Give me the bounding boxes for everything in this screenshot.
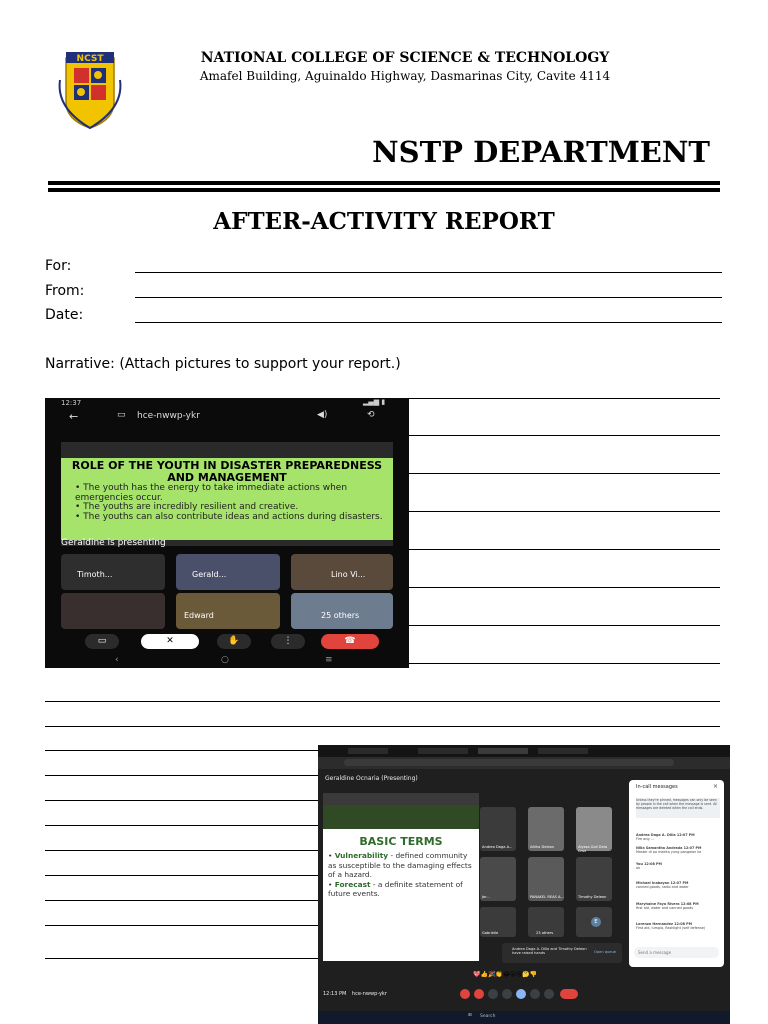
participant-name: 23 others bbox=[536, 931, 554, 935]
browser-tab-strip bbox=[318, 745, 730, 757]
department-title: NSTP DEPARTMENT bbox=[372, 135, 710, 169]
narrative-line bbox=[45, 800, 318, 801]
chat-message: Andrea Daga A. Dilla 12:07 PM Fire ang ... bbox=[636, 833, 695, 842]
narrative-line bbox=[45, 750, 318, 751]
reaction-bar[interactable] bbox=[473, 971, 537, 978]
participant-tile[interactable] bbox=[480, 807, 516, 851]
participant-tile[interactable] bbox=[576, 807, 612, 851]
for-label: For: bbox=[45, 258, 72, 274]
phone-slide-bullets bbox=[75, 484, 385, 522]
participant-name: Alitha Deleon bbox=[530, 845, 555, 849]
phone-presenting-text: Geraldine is presenting bbox=[61, 538, 166, 548]
participant-name: PANAKEL REAS A... bbox=[530, 895, 564, 899]
meeting-footer bbox=[323, 991, 387, 997]
presenter-name: Geraldine Ocnaria (Presenting) bbox=[325, 775, 418, 782]
narrative-line bbox=[409, 473, 720, 474]
participant-name: Timothy Deleon bbox=[578, 895, 607, 899]
camera-switch-icon: ⟲ bbox=[367, 410, 375, 420]
narrative-line bbox=[409, 549, 720, 550]
college-name: NATIONAL COLLEGE OF SCIENCE & TECHNOLOGY bbox=[200, 50, 610, 66]
svg-text:NCST: NCST bbox=[76, 54, 104, 64]
header-rule-bottom bbox=[48, 188, 720, 192]
narrative-line bbox=[409, 587, 720, 588]
from-line[interactable] bbox=[135, 297, 722, 298]
laptop-call-controls bbox=[460, 989, 586, 1001]
participant-name: Timoth... bbox=[77, 570, 113, 579]
slide-header-band bbox=[323, 805, 479, 829]
slide-heading: BASIC TERMS bbox=[359, 835, 443, 848]
narrative-line bbox=[45, 850, 318, 851]
participant-tile[interactable] bbox=[576, 857, 612, 901]
mic-muted-icon[interactable]: ✕ bbox=[141, 634, 199, 649]
phone-call-controls bbox=[45, 631, 409, 653]
present-icon[interactable] bbox=[516, 989, 526, 999]
meeting-code-icon: ▭ bbox=[117, 410, 126, 420]
browser-tab[interactable] bbox=[538, 748, 588, 754]
nav-recents-icon[interactable]: ≡ bbox=[325, 655, 333, 665]
participant-tile[interactable] bbox=[480, 857, 516, 901]
browser-address-bar[interactable] bbox=[318, 757, 730, 769]
date-line[interactable] bbox=[135, 322, 722, 323]
phone-meeting-code: hce-nwwp-ykr bbox=[137, 411, 200, 421]
slide-term: • Vulnerability - defined community as susceptible to the damaging effects of a hazard. bbox=[328, 851, 472, 879]
nav-home-icon[interactable]: ○ bbox=[221, 655, 229, 665]
phone-meeting-screenshot bbox=[45, 398, 409, 668]
chat-message: Lorenzo Hernandez 12:08 PM First aid, lumpia, flashlight (self defense) bbox=[636, 922, 706, 931]
speaker-icon: ◀) bbox=[317, 410, 328, 420]
raise-hand-icon[interactable] bbox=[530, 989, 540, 999]
date-label: Date: bbox=[45, 307, 84, 323]
narrative-line bbox=[45, 875, 318, 876]
chat-message: Nilla Samantha Andrada 12:07 PM Master di po makita yung pangalan ko bbox=[636, 846, 702, 855]
phone-nav-bar bbox=[45, 656, 409, 666]
participant-tile[interactable] bbox=[528, 907, 564, 937]
chat-message: Michael Inabayan 12:07 PM canned goods, radio and water bbox=[636, 881, 689, 890]
report-title: AFTER-ACTIVITY REPORT bbox=[213, 208, 555, 235]
narrative-line bbox=[409, 625, 720, 626]
narrative-line bbox=[45, 900, 318, 901]
browser-tab[interactable] bbox=[478, 748, 528, 754]
phone-slide-bullet: • The youth has the energy to take immediate actions when emergencies occur. bbox=[75, 483, 348, 503]
participant-tile[interactable] bbox=[176, 593, 280, 629]
participant-tile[interactable] bbox=[480, 907, 516, 937]
narrative-line bbox=[409, 435, 720, 436]
participant-tile[interactable] bbox=[61, 593, 165, 629]
end-call-icon[interactable] bbox=[560, 989, 578, 999]
meeting-time: 12:13 PM bbox=[323, 991, 347, 997]
windows-start-icon[interactable]: ⊞ bbox=[468, 1013, 472, 1018]
emoji-icon[interactable] bbox=[502, 989, 512, 999]
reaction-emoji-icon[interactable]: 💖👍🎉👏😂😮😢🤔👎 bbox=[473, 971, 538, 978]
taskbar-search[interactable]: Search bbox=[480, 1014, 496, 1019]
participant-tile[interactable] bbox=[176, 554, 280, 590]
slide-terms bbox=[328, 851, 473, 899]
address-field[interactable] bbox=[344, 759, 674, 766]
windows-taskbar bbox=[318, 1011, 730, 1024]
narrative-line bbox=[45, 701, 720, 702]
narrative-line bbox=[409, 511, 720, 512]
close-icon[interactable]: × bbox=[713, 783, 719, 790]
back-arrow-icon: ← bbox=[69, 410, 79, 423]
chat-input[interactable]: Send a message bbox=[634, 947, 719, 958]
browser-tab[interactable] bbox=[348, 748, 388, 754]
chat-panel-title: In-call messages bbox=[636, 784, 678, 790]
participant-name: Lino Vi... bbox=[331, 570, 366, 579]
camera-toggle-icon[interactable]: ▭ bbox=[85, 634, 119, 649]
more-options-icon[interactable] bbox=[544, 989, 554, 999]
chat-message: You 12:08 PM ok bbox=[636, 862, 662, 871]
signal-icon: ▂▄▆ ▮ bbox=[363, 398, 386, 406]
phone-status-time: 12:37 bbox=[61, 399, 82, 407]
raise-hand-icon[interactable]: ✋ bbox=[217, 634, 251, 649]
phone-slide-bullet: • The youths are incredibly resilient and creative. bbox=[75, 502, 299, 512]
narrative-line bbox=[45, 958, 318, 959]
participant-name: Alyssa Gail Dela Cruz bbox=[578, 845, 607, 853]
phone-slide-bullet: • The youths can also contribute ideas and actions during disasters. bbox=[75, 511, 383, 522]
narrative-line bbox=[45, 925, 318, 926]
participant-tile[interactable] bbox=[528, 807, 564, 851]
participant-tile[interactable] bbox=[61, 554, 165, 590]
narrative-line bbox=[45, 825, 318, 826]
chat-message: Maryhaine Fayo Rivera 12:08 PM first aid, water and canned goods bbox=[636, 902, 699, 911]
laptop-meeting-screenshot bbox=[318, 745, 730, 1024]
college-address: Amafel Building, Aguinaldo Highway, Dasmarinas City, Cavite 4114 bbox=[199, 69, 611, 83]
participant-name: Jer... bbox=[482, 895, 490, 899]
browser-tab[interactable] bbox=[418, 748, 468, 754]
phone-slide-title: ROLE OF THE YOUTH IN DISASTER PREPAREDNESS AND MANAGEMENT bbox=[71, 459, 383, 484]
participant-name: Gabrielle bbox=[482, 931, 499, 935]
ncst-logo bbox=[52, 50, 128, 130]
narrative-line bbox=[409, 663, 720, 664]
mic-muted-icon[interactable] bbox=[460, 989, 470, 999]
captions-icon[interactable] bbox=[488, 989, 498, 999]
narrative-line bbox=[45, 775, 318, 776]
narrative-line bbox=[45, 726, 720, 727]
participant-avatar: E bbox=[591, 917, 601, 927]
participant-name: Edward bbox=[184, 611, 214, 620]
slide-term: • Forecast - a definite statement of future events. bbox=[328, 879, 463, 898]
participant-name: Andrea Daga A... bbox=[482, 845, 513, 849]
participant-name: 25 others bbox=[321, 611, 360, 620]
raised-hands-text: Andrea Daga A. Dilla and Timothy Deleon have raised hands bbox=[512, 947, 587, 955]
phone-status-bar bbox=[45, 398, 409, 408]
participant-tile[interactable] bbox=[291, 554, 393, 590]
more-options-icon[interactable]: ⋮ bbox=[271, 634, 305, 649]
open-queue-link[interactable]: Open queue bbox=[594, 950, 616, 954]
camera-off-icon[interactable] bbox=[474, 989, 484, 999]
phone-meeting-bar bbox=[45, 408, 409, 426]
participant-tile[interactable] bbox=[576, 907, 612, 937]
participant-tile[interactable] bbox=[291, 593, 393, 629]
narrative-label: Narrative: (Attach pictures to support your report.) bbox=[45, 356, 401, 372]
raised-hands-notice bbox=[502, 943, 622, 963]
for-line[interactable] bbox=[135, 272, 722, 273]
narrative-line bbox=[409, 398, 720, 399]
participant-tile[interactable] bbox=[528, 857, 564, 901]
from-label: From: bbox=[45, 283, 85, 299]
meeting-code: hce-nwwp-ykr bbox=[351, 991, 387, 997]
slide-window-titlebar bbox=[323, 793, 479, 805]
nav-back-icon[interactable]: ‹ bbox=[115, 655, 119, 665]
end-call-icon[interactable]: ☎ bbox=[321, 634, 379, 649]
header-rule-top bbox=[48, 181, 720, 185]
chat-notice: Unless they're pinned, messages can only be seen by people in the call when the message is sent. All messages are deleted when the call ends. bbox=[636, 798, 720, 818]
participant-name: Gerald... bbox=[192, 570, 227, 579]
